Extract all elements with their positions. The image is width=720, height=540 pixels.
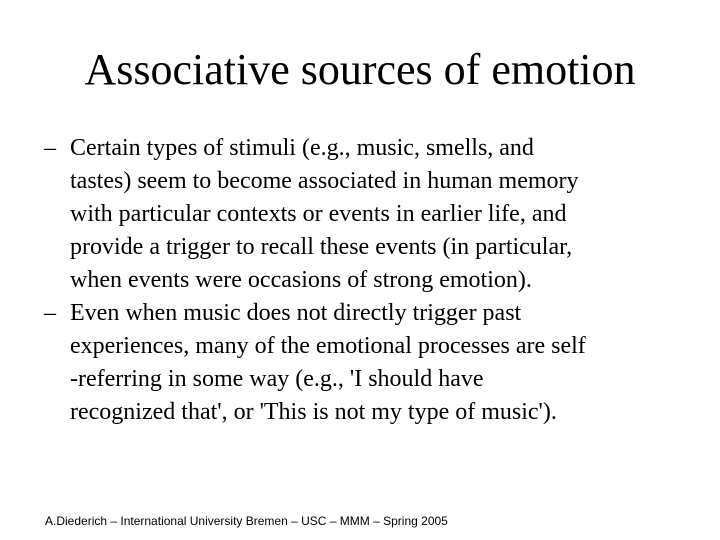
bullet-line: when events were occasions of strong emotion). [70, 267, 532, 293]
bullet-line: Certain types of stimuli (e.g., music, smells, and [70, 135, 534, 161]
slide-title: Associative sources of emotion [84, 45, 636, 94]
bullet-line: -referring in some way (e.g., 'I should have [70, 366, 484, 392]
bullet-line: recognized that', or 'This is not my type of music'). [70, 399, 557, 425]
bullet-item [44, 297, 694, 429]
bullet-dash: – [44, 300, 56, 326]
slide-footer: A.Diederich – International University Bremen – USC – MMM – Spring 2005 [45, 514, 448, 528]
bullet-line: provide a trigger to recall these events (in particular, [70, 234, 573, 260]
bullet-item [44, 132, 694, 297]
bullet-line: Even when music does not directly trigger past [70, 300, 522, 326]
bullet-line: tastes) seem to become associated in human memory [70, 168, 579, 194]
bullet-line: experiences, many of the emotional processes are self [70, 333, 586, 359]
bullet-dash: – [44, 135, 56, 161]
bullet-list [44, 132, 694, 429]
bullet-line: with particular contexts or events in earlier life, and [70, 201, 567, 227]
